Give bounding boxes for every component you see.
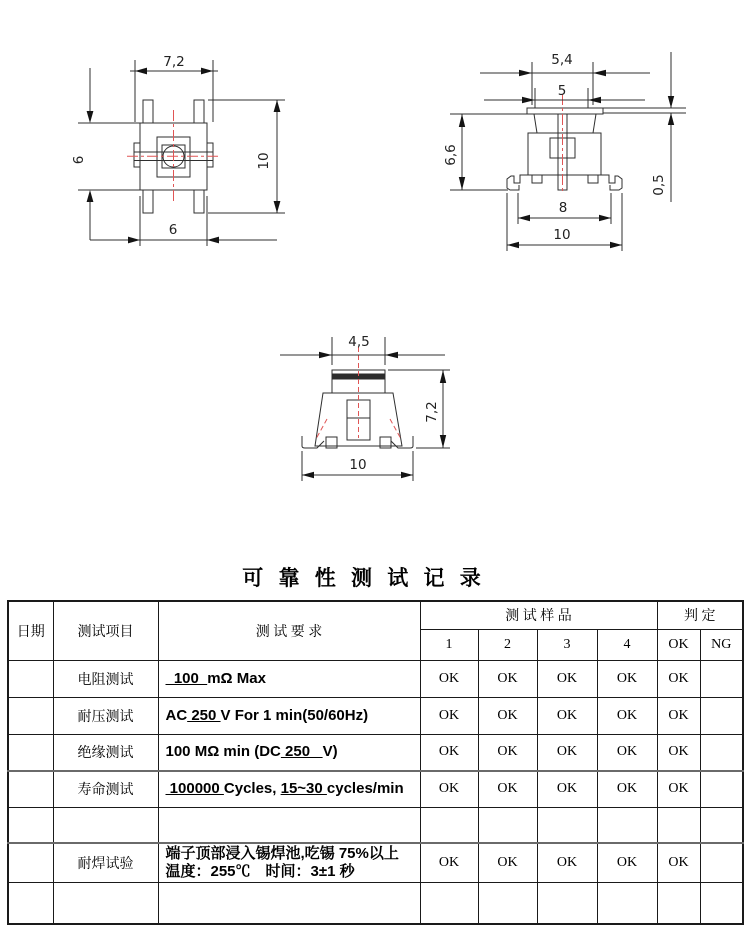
table-row (8, 697, 743, 734)
dimension-bottom-10 (302, 451, 413, 481)
cell-sample-3 (537, 807, 597, 843)
cell-judgment-ok: OK (657, 660, 700, 697)
cell-sample-3: OK (537, 660, 597, 697)
test-table-body (8, 660, 743, 924)
table-row (8, 883, 743, 924)
cell-sample-4 (597, 883, 657, 924)
cell-test-item: 寿命测试 (53, 771, 158, 807)
cell-judgment-ok: OK (657, 734, 700, 771)
cell-sample-2: OK (478, 660, 537, 697)
cell-sample-1 (420, 883, 478, 924)
dimension-left (71, 68, 142, 240)
cell-date (8, 843, 53, 883)
table-row (8, 771, 743, 807)
dim-label-bottom: 6 (168, 222, 178, 238)
dim-label-right: 10 (256, 152, 272, 170)
cell-sample-2: OK (478, 843, 537, 883)
cell-sample-1 (420, 807, 478, 843)
left-lead (507, 175, 528, 190)
cell-judgment-ng (700, 660, 743, 697)
header-test-item: 测试项目 (53, 601, 158, 660)
side-view-drawing (440, 30, 745, 265)
cell-sample-2: OK (478, 734, 537, 771)
cell-sample-3 (537, 883, 597, 924)
table-row (8, 807, 743, 843)
header-sample-3: 3 (537, 629, 597, 660)
dim-label-front-10: 10 (349, 457, 367, 473)
cell-sample-4: OK (597, 771, 657, 807)
reliability-test-table (7, 600, 744, 925)
cell-date (8, 771, 53, 807)
cell-judgment-ok: OK (657, 771, 700, 807)
cell-sample-1: OK (420, 660, 478, 697)
table-row (8, 734, 743, 771)
cell-sample-3: OK (537, 697, 597, 734)
cell-date (8, 697, 53, 734)
cell-test-item: 绝缘测试 (53, 734, 158, 771)
dim-label-top: 7,2 (163, 54, 185, 70)
header-sample-1: 1 (420, 629, 478, 660)
cell-requirement: AC 250 V For 1 min(50/60Hz) (158, 697, 420, 734)
cell-sample-1: OK (420, 734, 478, 771)
cell-judgment-ok (657, 807, 700, 843)
cell-sample-3: OK (537, 734, 597, 771)
cell-sample-1: OK (420, 697, 478, 734)
dim-label-8: 8 (558, 200, 568, 216)
cell-date (8, 734, 53, 771)
cell-sample-4: OK (597, 697, 657, 734)
dimension-right (208, 100, 285, 213)
cell-judgment-ng (700, 734, 743, 771)
cell-sample-2 (478, 883, 537, 924)
cell-sample-3: OK (537, 843, 597, 883)
cell-date (8, 807, 53, 843)
cell-requirement: 端子顶部浸入锡焊池,吃锡 75%以上 温度：255℃ 时间：3±1 秒 (158, 843, 420, 883)
dimension-left-6-6 (443, 114, 528, 190)
front-view-drawing (270, 325, 480, 490)
dim-label-10: 10 (553, 227, 571, 243)
header-sample-2: 2 (478, 629, 537, 660)
dimension-top-4-5 (280, 334, 445, 365)
table-row (8, 843, 743, 883)
header-date: 日期 (8, 601, 53, 660)
table-title: 可 靠 性 测 试 记 录 (242, 566, 486, 590)
cell-test-item: 电阻测试 (53, 660, 158, 697)
cell-sample-2: OK (478, 771, 537, 807)
dimension-bottom-8 (518, 193, 611, 224)
cell-requirement (158, 883, 420, 924)
cell-judgment-ng (700, 883, 743, 924)
right-lead (601, 175, 622, 190)
cell-judgment-ng (700, 843, 743, 883)
dim-label-0-5: 0,5 (651, 174, 667, 196)
header-ng: NG (700, 629, 743, 660)
cell-test-item: 耐焊试验 (53, 843, 158, 883)
cell-sample-4: OK (597, 843, 657, 883)
dimension-top-5 (484, 83, 645, 108)
cell-judgment-ok: OK (657, 697, 700, 734)
cell-sample-2 (478, 807, 537, 843)
cell-judgment-ng (700, 807, 743, 843)
top-view-drawing (50, 30, 320, 265)
header-judgment: 判 定 (657, 601, 743, 629)
cell-judgment-ok (657, 883, 700, 924)
cell-judgment-ok: OK (657, 843, 700, 883)
cell-date (8, 883, 53, 924)
cell-sample-2: OK (478, 697, 537, 734)
cell-requirement (158, 807, 420, 843)
cell-sample-4 (597, 807, 657, 843)
header-test-samples: 测 试 样 品 (420, 601, 657, 629)
dim-label-5: 5 (557, 83, 567, 99)
dim-label-5-4: 5,4 (551, 52, 573, 68)
cell-sample-4: OK (597, 734, 657, 771)
cell-sample-3: OK (537, 771, 597, 807)
cell-test-item: 耐压测试 (53, 697, 158, 734)
dim-label-6-6: 6,6 (443, 144, 459, 166)
cell-test-item (53, 807, 158, 843)
cell-judgment-ng (700, 697, 743, 734)
dim-label-7-2: 7,2 (424, 401, 440, 423)
cell-date (8, 660, 53, 697)
cell-sample-4: OK (597, 660, 657, 697)
centerline-cross (127, 110, 220, 203)
cell-requirement: 100 MΩ min (DC 250 V) (158, 734, 420, 771)
cell-test-item (53, 883, 158, 924)
dimension-bottom (90, 196, 277, 246)
cell-requirement: 100000 Cycles, 15~30 cycles/min (158, 771, 420, 807)
dim-label-4-5: 4,5 (348, 334, 370, 350)
cell-sample-1: OK (420, 843, 478, 883)
dim-label-left: 6 (71, 155, 87, 165)
cell-judgment-ng (700, 771, 743, 807)
cell-requirement: 100 mΩ Max (158, 660, 420, 697)
header-test-requirement: 测 试 要 求 (158, 601, 420, 660)
dimension-right-7-2 (388, 370, 450, 448)
header-ok: OK (657, 629, 700, 660)
switch-front-view-body (302, 370, 413, 448)
cell-sample-1: OK (420, 771, 478, 807)
switch-side-view-body (507, 108, 622, 190)
header-sample-4: 4 (597, 629, 657, 660)
table-row (8, 660, 743, 697)
